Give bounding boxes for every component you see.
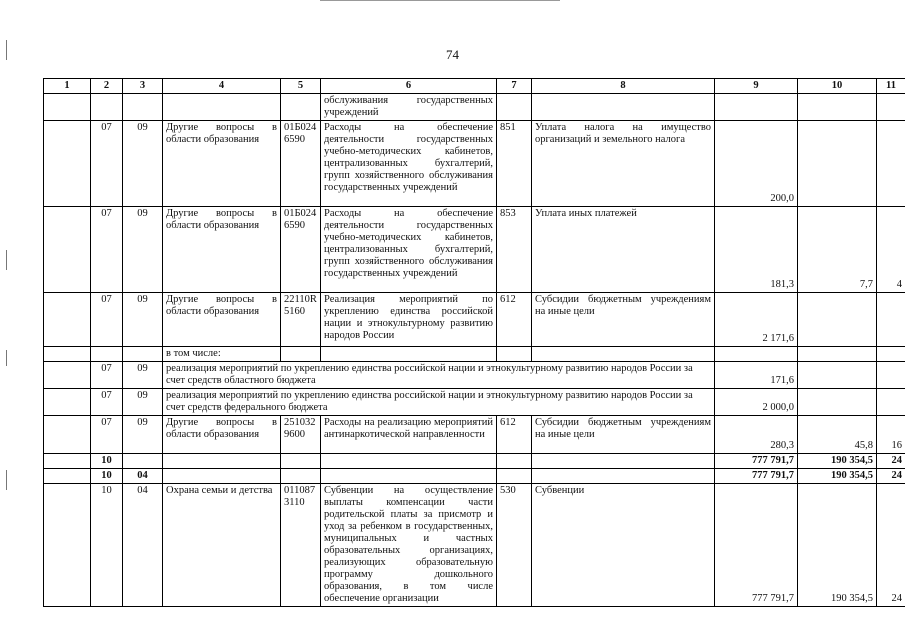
header-cell: 2 [91, 79, 123, 94]
expense-type-code: 612 [497, 293, 532, 347]
subsection-code: 09 [123, 362, 163, 389]
subitem-description: реализация мероприятий по укреплению единства российской нации и этнокультурному развитию народов России за счет средств федерального бюджета [163, 389, 715, 416]
amount-value: 24 [877, 454, 905, 469]
scan-edge-mark [6, 350, 7, 366]
header-cell: 9 [715, 79, 798, 94]
amount-value: 181,3 [715, 207, 798, 293]
expense-description: Субвенции на осуществление выплаты компенсации части родительской платы за присмотр и уход за ребенком в государственных, муниципальных и частных образовательных организациях, реализующих образовательную программу дошкольного образования, в том числе обеспечение организации [321, 484, 497, 607]
amount-value: 777 791,7 [715, 484, 798, 607]
table-header-row [44, 79, 905, 94]
table-row [44, 207, 905, 293]
expense-type-code: 851 [497, 121, 532, 207]
amount-value: 2 171,6 [715, 293, 798, 347]
amount-value [877, 293, 905, 347]
table-row [44, 362, 905, 389]
target-article-code: 011087 3110 [281, 484, 321, 607]
expense-type-name: Уплата иных платежей [532, 207, 715, 293]
target-article-code: 22110R 5160 [281, 293, 321, 347]
header-cell: 10 [798, 79, 877, 94]
amount-value: 190 354,5 [798, 454, 877, 469]
target-article-code: 01Б024 6590 [281, 207, 321, 293]
section-name: Другие вопросы в области образования [163, 207, 281, 293]
subsection-code: 09 [123, 389, 163, 416]
expense-description: Расходы на обеспечение деятельности государственных учебно-методических кабинетов, централизованных бухгалтерий, групп хозяйственного обслуживания государственных учреждений [321, 207, 497, 293]
table-row [44, 469, 905, 484]
amount-value: 2 000,0 [715, 389, 798, 416]
table-row [44, 416, 905, 454]
amount-value [877, 121, 905, 207]
header-cell: 5 [281, 79, 321, 94]
section-code: 07 [91, 293, 123, 347]
section-name: Другие вопросы в области образования [163, 416, 281, 454]
section-code: 07 [91, 362, 123, 389]
table-row [44, 389, 905, 416]
section-name: Другие вопросы в области образования [163, 293, 281, 347]
top-rule [320, 0, 560, 1]
header-cell: 1 [44, 79, 91, 94]
amount-value: 171,6 [715, 362, 798, 389]
amount-value: 7,7 [798, 207, 877, 293]
section-name: Другие вопросы в области образования [163, 121, 281, 207]
expense-description: Расходы на реализацию мероприятий антинаркотической направленности [321, 416, 497, 454]
expense-type-code: 612 [497, 416, 532, 454]
scan-edge-mark [6, 250, 7, 270]
expense-type-name: Субсидии бюджетным учреждениям на иные цели [532, 416, 715, 454]
expense-type-code: 853 [497, 207, 532, 293]
target-article-code: 01Б024 6590 [281, 121, 321, 207]
scan-edge-mark [6, 470, 7, 490]
table-row [44, 454, 905, 469]
header-cell: 3 [123, 79, 163, 94]
table-row [44, 347, 905, 362]
amount-value: 280,3 [715, 416, 798, 454]
subsection-code: 09 [123, 207, 163, 293]
expense-type-name: Субсидии бюджетным учреждениям на иные цели [532, 293, 715, 347]
table-row [44, 121, 905, 207]
header-cell: 4 [163, 79, 281, 94]
table-row [44, 293, 905, 347]
header-cell: 6 [321, 79, 497, 94]
subsection-code: 04 [123, 484, 163, 607]
section-code: 10 [91, 469, 123, 484]
expense-description: Расходы на обеспечение деятельности государственных учебно-методических кабинетов, централизованных бухгалтерий, групп хозяйственного обслуживания государственных учреждений [321, 121, 497, 207]
amount-value: 200,0 [715, 121, 798, 207]
table-row [44, 94, 905, 121]
subsection-code: 04 [123, 469, 163, 484]
amount-value [798, 121, 877, 207]
expense-description: Реализация мероприятий по укреплению единства российской нации и этнокультурному развитию народов России [321, 293, 497, 347]
header-cell: 8 [532, 79, 715, 94]
section-code: 07 [91, 389, 123, 416]
including-label: в том числе: [163, 347, 281, 362]
amount-value: 777 791,7 [715, 469, 798, 484]
amount-value: 16 [877, 416, 905, 454]
budget-table [43, 78, 905, 607]
amount-value: 4 [877, 207, 905, 293]
subsection-code: 09 [123, 416, 163, 454]
section-code: 07 [91, 121, 123, 207]
expense-description: обслуживания государственных учреждений [321, 94, 497, 121]
section-code: 10 [91, 454, 123, 469]
amount-value: 45,8 [798, 416, 877, 454]
amount-value: 24 [877, 469, 905, 484]
subitem-description: реализация мероприятий по укреплению единства российской нации и этнокультурному развитию народов России за счет средств областного бюджета [163, 362, 715, 389]
amount-value: 777 791,7 [715, 454, 798, 469]
expense-type-code: 530 [497, 484, 532, 607]
section-code: 07 [91, 207, 123, 293]
subsection-code: 09 [123, 293, 163, 347]
amount-value: 24 [877, 484, 905, 607]
expense-type-name: Уплата налога на имущество организаций и земельного налога [532, 121, 715, 207]
expense-type-name: Субвенции [532, 484, 715, 607]
header-cell: 7 [497, 79, 532, 94]
amount-value [798, 293, 877, 347]
section-name: Охрана семьи и детства [163, 484, 281, 607]
amount-value: 190 354,5 [798, 469, 877, 484]
subsection-code: 09 [123, 121, 163, 207]
table-row [44, 484, 905, 607]
section-code: 07 [91, 416, 123, 454]
amount-value: 190 354,5 [798, 484, 877, 607]
page-number: 74 [446, 47, 459, 62]
target-article-code: 251032 9600 [281, 416, 321, 454]
header-cell: 11 [877, 79, 905, 94]
section-code: 10 [91, 484, 123, 607]
